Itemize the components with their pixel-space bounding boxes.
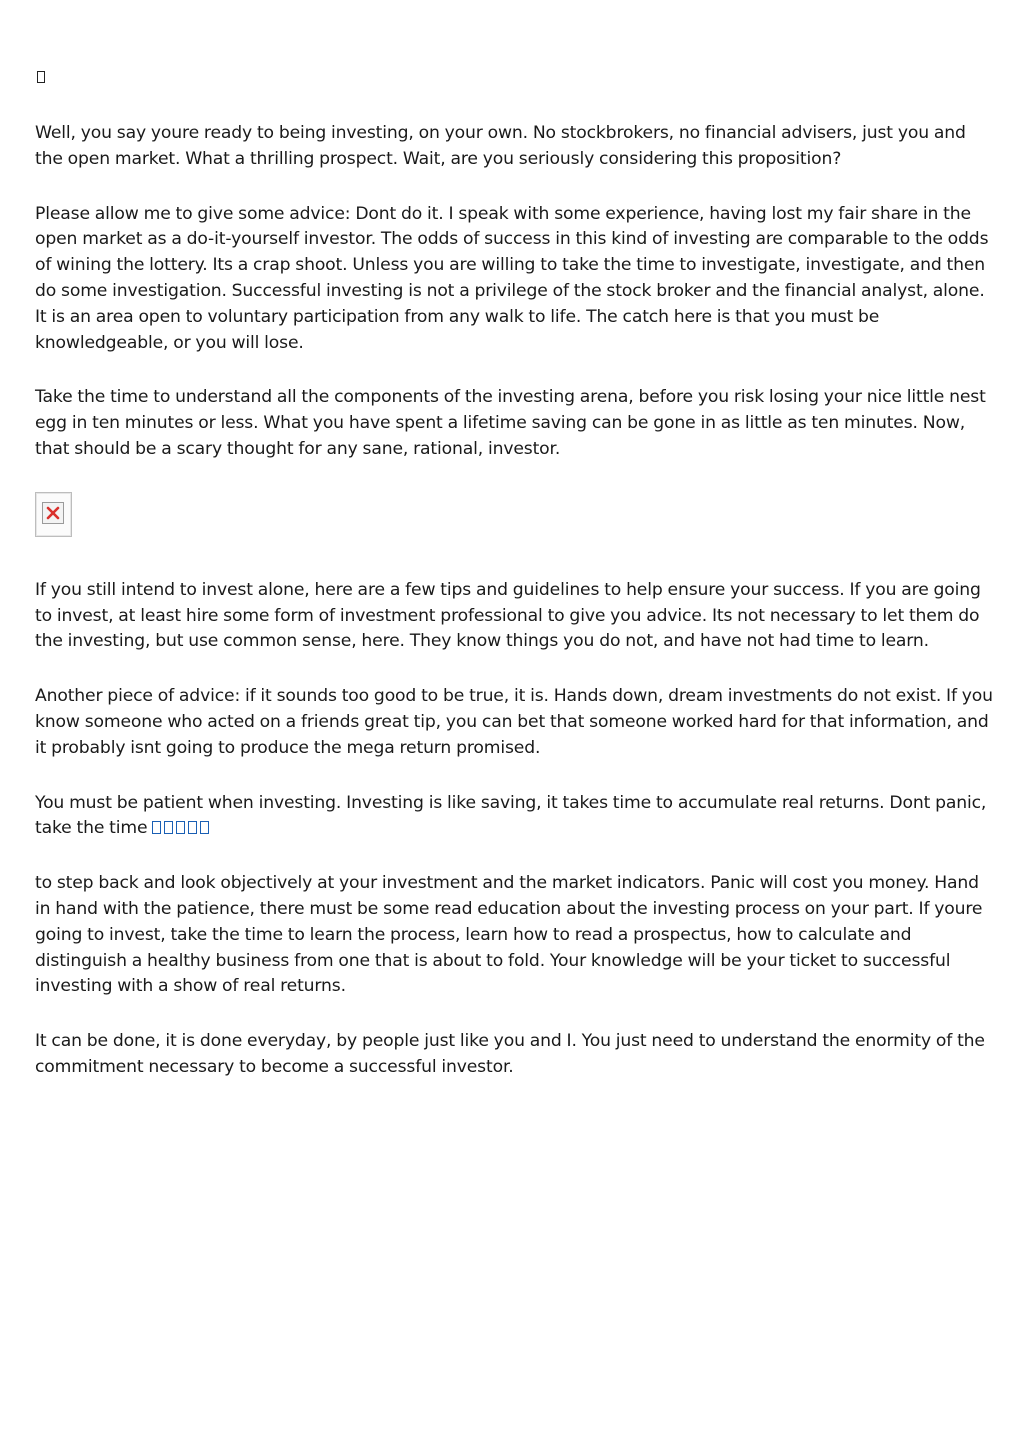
link-glyph-icon [164, 821, 173, 834]
paragraph-3: Take the time to understand all the components of the investing arena, before you risk losing your nice little nest egg in ten minutes or less. What you have spent a lifetime saving can be gone in as little as ten minutes. Now, that should be a scary thought for any sane, rational, investor. [35, 387, 986, 459]
paragraph-6 [35, 791, 995, 843]
glyph-box-icon [37, 71, 45, 83]
red-x-icon [46, 506, 60, 520]
paragraph-4: If you still intend to invest alone, here are a few tips and guidelines to help ensure your success. If you are going to invest, at least hire some form of investment professional to give you advice. Its not necessary to let them do the investing, but use common sense, here. They know things you do not, and have not had time to learn. [35, 579, 981, 652]
paragraph-7: to step back and look objectively at your investment and the market indicators. Panic will cost you money. Hand in hand with the patience, there must be some read education about the investing process on your part. If youre going to invest, take the time to learn the process, learn how to read a prospectus, how to calculate and distinguish a healthy business from one that is about to fold. Your knowledge will be your ticket to successful investing with a show of real returns. [35, 873, 983, 997]
paragraph-1: Well, you say youre ready to being investing, on your own. No stockbrokers, no financial advisers, just you and the open market. What a thrilling prospect. Wait, are you seriously considering this proposition? [35, 123, 966, 169]
link-glyph-icon [176, 821, 185, 834]
paragraph-5: Another piece of advice: if it sounds too good to be true, it is. Hands down, dream investments do not exist. If you know someone who acted on a friends great tip, you can bet that someone worked hard for that information, and it probably isnt going to produce the mega return promised. [35, 686, 993, 758]
paragraph-2: Please allow me to give some advice: Dont do it. I speak with some experience, having lost my fair share in the open market as a do-it-yourself investor. The odds of success in this kind of investing are comparable to the odds of wining the lottery. Its a crap shoot. Unless you are willing to take the time to investigate, investigate, and then do some investigation. Successful investing is not a privilege of the stock broker and the financial analyst, alone. It is an area open to voluntary participation from any walk to life. The catch here is that you must be knowledgeable, or you will lose. [35, 203, 989, 353]
document-body [35, 66, 995, 1110]
link-glyph-icon [152, 821, 161, 834]
inline-link[interactable] [152, 818, 212, 838]
link-glyph-icon [200, 821, 209, 834]
paragraph-6-text: You must be patient when investing. Investing is like saving, it takes time to accumulate real returns. Dont panic, take the time [35, 792, 987, 839]
link-glyphs [152, 818, 212, 838]
link-glyph-icon [188, 821, 197, 834]
broken-image-icon [35, 492, 72, 537]
paragraph-8: It can be done, it is done everyday, by people just like you and I. You just need to understand the enormity of the commitment necessary to become a successful investor. [35, 1031, 985, 1077]
missing-glyph-icon [35, 66, 995, 88]
